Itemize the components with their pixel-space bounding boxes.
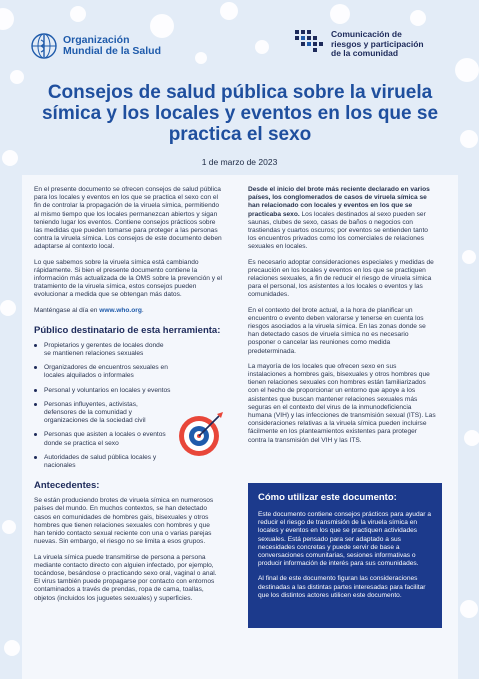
how-to-use-paragraph-2: Al final de este documento figuran las consideraciones destinadas a las distintas partes interesadas para facilitar que los distintos actores utilicen este documento. <box>258 575 426 599</box>
risk-communication-text <box>331 30 461 59</box>
risk-communication-icon <box>295 30 325 52</box>
who-name <box>63 35 161 57</box>
precautions-paragraph: Es necesario adoptar consideraciones especiales y medidas de precaución en los locales y eventos en los que se practiquen relaciones sexuales, a fin de reducir el riesgo de viruela símica para el personal, los asistentes a los locales o eventos y las comunidades. <box>248 258 434 299</box>
stay-updated-paragraph <box>34 307 222 315</box>
how-to-use-paragraph-1: Este documento contiene consejos prácticos para ayudar a reducir el riesgo de transmisión de la viruela símica en locales y eventos en los que se practiquen actividades sexuales. Está pensado para ser adaptado a sus necesidades concretas y puede servir de base a conversaciones comunitarias, sesiones informativas o producir información de interés para sus comunidades. <box>258 511 432 568</box>
who-logo <box>30 32 161 60</box>
background-paragraph-2: La viruela símica puede transmitirse de persona a persona mediante contacto directo con alguien infectado, por ejemplo, tocándose, besándose o practicando sexo oral, vaginal o anal. El virus también puede propagarse por contacto con entornos contaminados a través de prendas, ropa de cama, toallas, objetos (incluidos los juguetes sexuales) y superficies. <box>34 553 217 602</box>
audience-list <box>34 342 172 470</box>
stay-updated-suffix: . <box>141 306 144 314</box>
who-name-line1: Organización <box>63 34 130 46</box>
list-item: Propietarios y gerentes de locales donde se mantienen relaciones sexuales <box>34 342 172 358</box>
knowledge-paragraph: Lo que sabemos sobre la viruela símica está cambiando rápidamente. Si bien el presente documento contiene la información más actualizada de la OMS sobre la prevención y el tratamiento de la viruela símica, estos consejos pueden evolucionar a medida que se obtengan más datos. <box>34 258 223 299</box>
outbreak-paragraph-rest: Los locales destinados al sexo pueden ser saunas, clubes de sexo, casas de baños o negocios con trastiendas y cuartos oscuros; por eventos se entienden tanto los encuentros privados como los comerciales de relaciones sexuales en locales. <box>248 210 428 251</box>
list-item: Personas que asisten a locales o eventos donde se practica el sexo <box>34 431 172 447</box>
comm-line3: de la comunidad <box>331 48 399 58</box>
how-to-use-heading: Cómo utilizar este documento: <box>258 492 397 503</box>
background-paragraph-1: Se están produciendo brotes de viruela símica en numerosos países del mundo. En muchos contextos, se han detectado casos en comunidades de hombres gais, bisexuales y otros hombres que tienen relaciones sexuales con hombres y que han tenido contacto sexual reciente con una o varias parejas nuevas. Sin embargo, el riesgo no se limita a esos grupos. <box>34 497 214 546</box>
outbreak-paragraph-bold: Desde el inicio del brote más reciente declarado en varios países, los conglomerados de casos de viruela símica se han relacionado con locales y eventos en los que se practicaba sexo. <box>248 186 430 218</box>
venues-paragraph: La mayoría de los locales que ofrecen sexo en sus instalaciones a hombres gais, bisexuales y otros hombres que tienen relaciones sexuales con hombres están familiarizados con el hecho de proporcionar un entorno que apoye a los asistentes que buscan mantener relaciones sexuales más seguras en el contexto del virus de la inmunodeficiencia humana (VIH) y las infecciones de transmisión sexual (ITS). Las consideraciones relativas a la viruela símica pueden incluirse fácilmente en los planteamientos existentes para proteger contra la transmisión del VIH y las ITS. <box>248 362 436 444</box>
who-website-link[interactable]: www.who.org <box>99 306 142 314</box>
publication-date: 1 de marzo de 2023 <box>201 157 278 167</box>
target-icon <box>177 410 225 458</box>
list-item: Personal y voluntarios en locales y eventos <box>34 387 172 395</box>
stay-updated-text: Manténgase al día en <box>34 306 100 314</box>
page-title: Consejos de salud pública sobre la viruela símica y los locales y eventos en los que se practica el sexo <box>41 82 439 145</box>
audience-heading: Público destinatario de esta herramienta: <box>34 324 221 336</box>
background-heading: Antecedentes: <box>34 480 100 492</box>
comm-line2: riesgos y participación <box>331 38 424 49</box>
who-emblem-icon <box>30 32 58 60</box>
risk-communication-logo <box>295 30 461 59</box>
right-column <box>248 186 436 452</box>
list-item: Personas influyentes, activistas, defensores de la comunidad y organizaciones de la sociedad civil <box>34 401 172 426</box>
who-name-line2: Mundial de la Salud <box>63 45 162 57</box>
list-item: Autoridades de salud pública locales y nacionales <box>34 454 172 470</box>
list-item: Organizadores de encuentros sexuales en locales alquilados o informales <box>34 364 172 380</box>
left-column <box>34 186 222 610</box>
outbreak-paragraph <box>248 186 436 252</box>
comm-line1: Comunicación de <box>331 29 402 39</box>
how-to-use-box <box>248 483 442 628</box>
header <box>0 0 479 72</box>
intro-paragraph: En el presente documento se ofrecen consejos de salud pública para los locales y eventos en los que se practica el sexo con el fin de controlar la propagación de la viruela símica, permitiendo al mismo tiempo que los locales permanezcan abiertos y sigan teniendo lugar los eventos. Contiene consejos prácticos sobre las medidas que pueden tomarse para proteger a las personas contra la viruela símica. Los consejos de este documento deben adaptarse al contexto local. <box>34 186 222 251</box>
planning-paragraph: En el contexto del brote actual, a la hora de planificar un encuentro o evento deben valorarse y tenerse en cuenta los riesgos asociados a la viruela símica. En las zonas donde se han detectado casos de viruela símica no es necesario posponer o cancelar las reuniones como medida predeterminada. <box>248 306 426 355</box>
